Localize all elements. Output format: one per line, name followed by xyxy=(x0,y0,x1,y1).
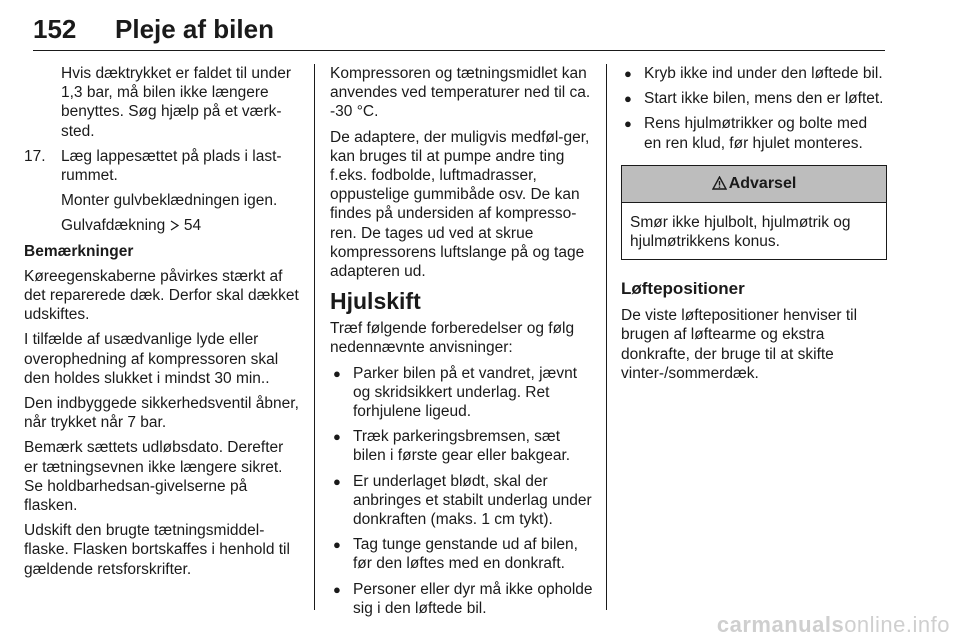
ref-text: Gulvafdækning xyxy=(61,217,166,235)
step-number: 17. xyxy=(24,147,46,165)
note-paragraph: I tilfælde af usædvanlige lyde eller overophedning af kompressoren skal den holdes slukket i mindst 30 min.. xyxy=(24,331,279,387)
column-middle xyxy=(330,64,594,624)
page-number: 152 xyxy=(33,14,77,44)
bullet-icon: ● xyxy=(333,429,341,445)
step-substep-ref xyxy=(24,216,300,235)
subsection-heading: Løftepositioner xyxy=(621,279,745,299)
list-item: ● Start ikke bilen, mens den er løftet. xyxy=(624,90,884,108)
bullet-icon: ● xyxy=(333,473,341,489)
watermark: carmanualsonline.info xyxy=(716,612,950,637)
body-paragraph: De adaptere, der muligvis medføl-ger, kan bruges til at pumpe andre ting f.eks. fodbolde, luftmadrasser, oppustelige gummibåde osv. De kan findes på undersiden af kompresso-ren. De tages ud ved at skrue kompressorens luftslange på og tage adapteren ud. xyxy=(330,128,590,281)
body-paragraph: De viste løftepositioner henviser til brugen af løftearme og ekstra donkrafte, der bruge til at skifte vinter-/sommerdæk. xyxy=(621,307,858,382)
note-paragraph: Køreegenskaberne påvirkes stærkt af det reparerede dæk. Derfor skal dækket udskiftes. xyxy=(24,267,299,324)
list-item: ● Er underlaget blødt, skal der anbringes et stabilt underlag under donkraften (maks. 1 cm tykt). xyxy=(333,472,592,529)
bullet-icon: ● xyxy=(624,66,632,81)
chapter-title: Pleje af bilen xyxy=(115,14,274,44)
preparation-list xyxy=(330,364,594,618)
body-paragraph: Kompressoren og tætningsmidlet kan anvendes ved temperaturer ned til ca. -30 °C. xyxy=(330,65,591,121)
safety-list xyxy=(621,64,887,153)
bullet-icon: ● xyxy=(624,91,632,107)
bullet-icon: ● xyxy=(333,365,341,381)
numbered-step-17 xyxy=(24,147,300,185)
step-substep-floor: Monter gulvbeklædningen igen. xyxy=(61,192,278,210)
step-text: Læg lappesættet på plads i last-rummet. xyxy=(61,147,282,185)
note-heading: Bemærkninger xyxy=(24,242,134,260)
section-heading: Hjulskift xyxy=(330,288,421,315)
section-intro: Træf følgende forberedelser og følg nedennævnte anvisninger: xyxy=(330,320,575,357)
ref-arrow-icon xyxy=(170,217,180,234)
warning-triangle-icon xyxy=(712,174,727,193)
warning-header xyxy=(622,166,886,203)
header-rule xyxy=(33,50,885,51)
column-right xyxy=(621,64,887,389)
continued-paragraph: Hvis dæktrykket er faldet til under 1,3 bar, må bilen ikke længere benyttes. Søg hjælp på et værk-sted. xyxy=(61,65,292,140)
note-paragraph: Den indbyggede sikkerhedsventil åbner, når trykket når 7 bar. xyxy=(24,395,299,432)
list-item: ● Kryb ikke ind under den løftede bil. xyxy=(624,65,883,82)
list-item: ● Personer eller dyr må ikke opholde sig i den løftede bil. xyxy=(333,580,593,617)
warning-box xyxy=(621,165,887,260)
ref-page-link[interactable]: 54 xyxy=(183,217,202,235)
list-item: ● Tag tunge genstande ud af bilen, før den løftes med en donkraft. xyxy=(333,536,578,573)
note-paragraph: Bemærk sættets udløbsdato. Derefter er tætningsevnen ikke længere sikret. Se holdbarhedsan-givelserne på flasken. xyxy=(24,439,284,515)
bullet-icon: ● xyxy=(333,537,341,553)
list-item: ● Rens hjulmøtrikker og bolte med en ren klud, før hjulet monteres. xyxy=(624,115,868,152)
column-divider-right xyxy=(606,64,607,610)
column-left xyxy=(24,64,300,585)
bullet-icon: ● xyxy=(624,116,632,132)
list-item: ● Parker bilen på et vandret, jævnt og skridsikkert underlag. Ret forhjulene ligeud. xyxy=(333,364,578,421)
list-item: ● Træk parkeringsbremsen, sæt bilen i første gear eller bakgear. xyxy=(333,428,571,465)
bullet-icon: ● xyxy=(333,581,341,597)
warning-title: Advarsel xyxy=(728,175,797,193)
page-header xyxy=(0,0,960,52)
warning-text: Smør ikke hjulbolt, hjulmøtrik og hjulmøtrikkens konus. xyxy=(630,213,851,251)
note-paragraph: Udskift den brugte tætningsmiddel-flaske. Flasken bortskaffes i henhold til gældende retsforskrifter. xyxy=(24,522,290,578)
column-divider-left xyxy=(314,64,315,610)
